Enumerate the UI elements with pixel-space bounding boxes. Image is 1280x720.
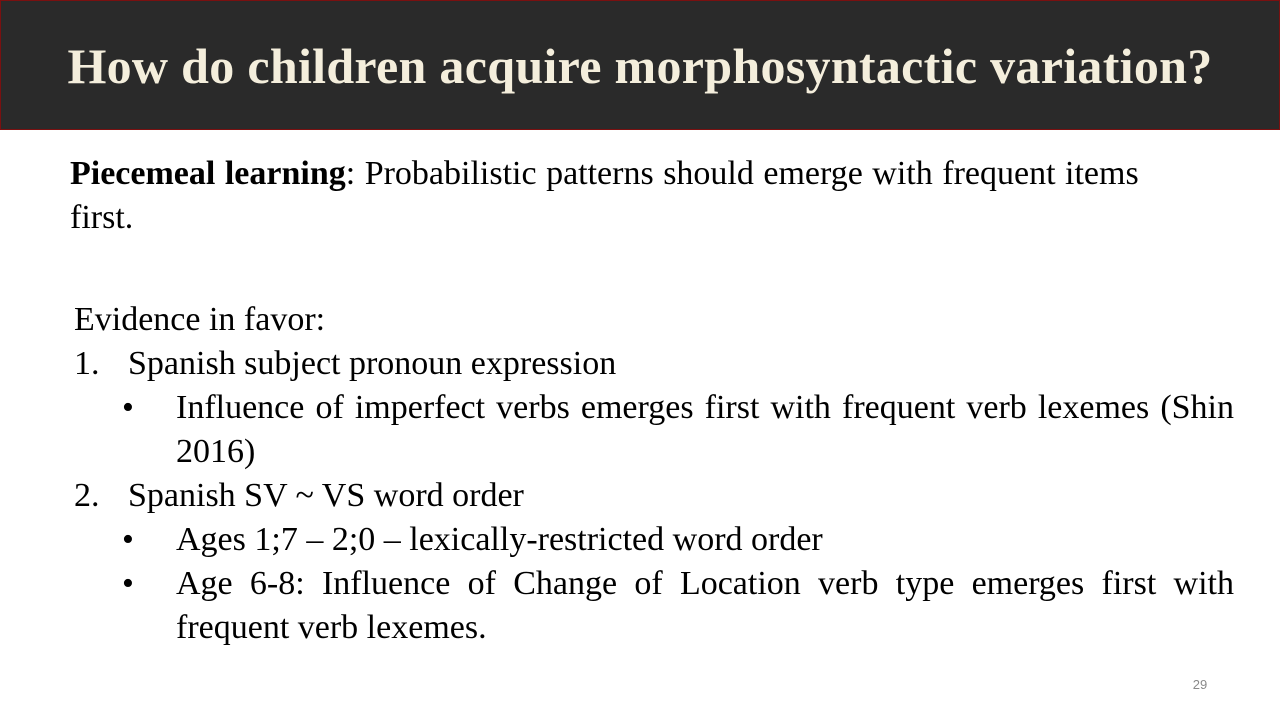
page-number: 29: [1192, 677, 1208, 692]
evidence-heading: Evidence in favor:: [74, 301, 326, 338]
bullet-icon: •: [122, 521, 134, 558]
bullet-text: Ages 1;7 – 2;0 – lexically-restricted word order: [176, 521, 823, 558]
numbered-item-marker: 1.: [74, 345, 100, 382]
bullet-icon: •: [122, 389, 134, 426]
intro-text: : Probabilistic patterns should emerge with frequent items first.: [70, 155, 1139, 236]
intro-paragraph: [70, 152, 1180, 240]
numbered-item-2: [74, 474, 1234, 518]
bullet-text: Age 6-8: Influence of Change of Location verb type emerges first with frequent verb lexemes.: [176, 565, 1234, 646]
intro-bold-term: Piecemeal learning: [70, 155, 346, 192]
bullet-icon: •: [122, 565, 134, 602]
numbered-item-1: [74, 342, 1234, 386]
bullet-item: [74, 386, 1234, 474]
numbered-item-label: Spanish subject pronoun expression: [128, 345, 617, 382]
numbered-item-label: Spanish SV ~ VS word order: [128, 477, 524, 514]
evidence-section: [74, 298, 1234, 650]
bullet-item: [74, 562, 1234, 650]
slide-title: How do children acquire morphosyntactic variation?: [67, 38, 1213, 94]
numbered-item-marker: 2.: [74, 477, 100, 514]
bullet-text: Influence of imperfect verbs emerges first with frequent verb lexemes (Shin 2016): [176, 389, 1234, 470]
bullet-item: [74, 518, 1234, 562]
